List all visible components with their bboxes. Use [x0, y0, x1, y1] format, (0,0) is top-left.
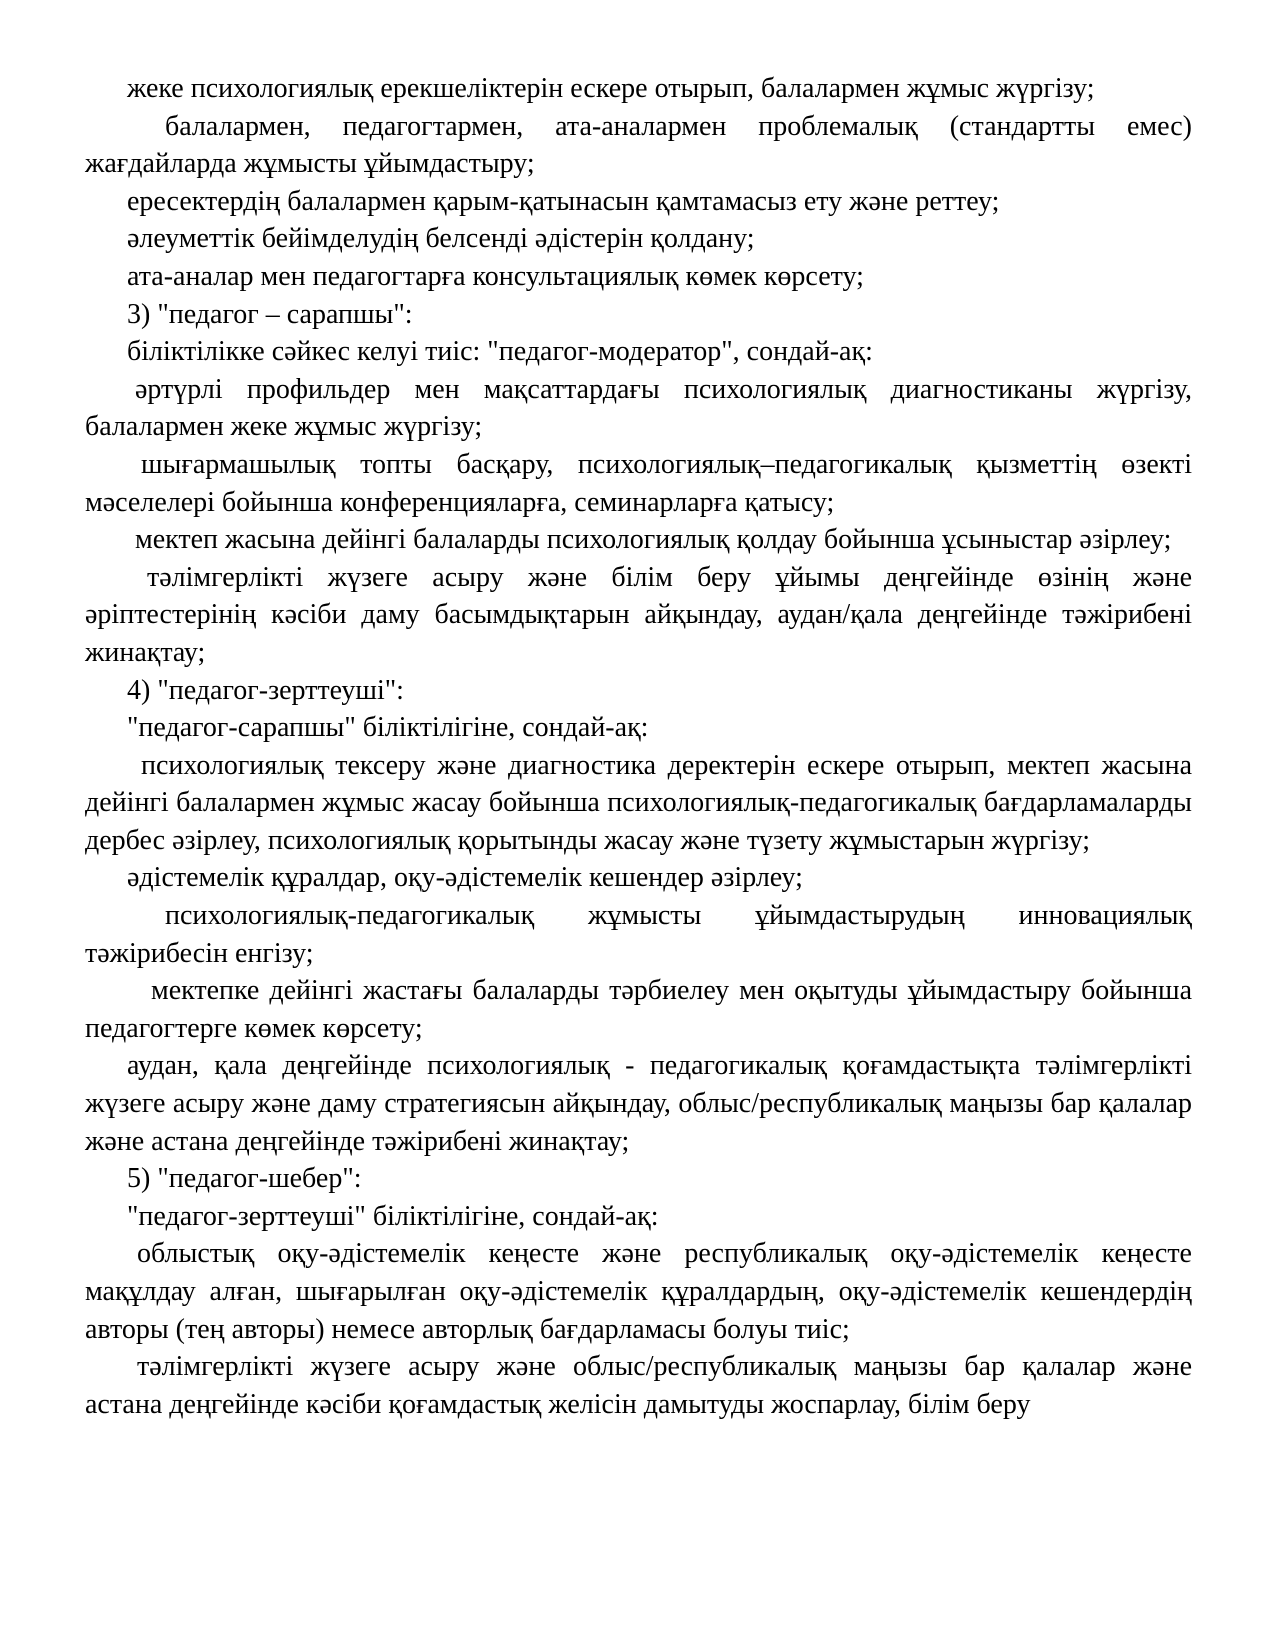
paragraph: 5) "педагог-шебер":: [127, 1163, 362, 1195]
paragraph: біліктілікке сәйкес келуі тиіс: "педагог-модератор", сондай-ақ:: [127, 336, 873, 368]
paragraph: ересектердің балалармен қарым-қатынасын қамтамасыз ету және реттеу;: [127, 185, 1000, 217]
paragraph: мектеп жасына дейінгі балаларды психологиялық қолдау бойынша ұсыныстар әзірлеу;: [135, 524, 1172, 556]
paragraph: аудан, қала деңгейінде психологиялық - педагогикалық қоғамдастықта тәлімгерлікті жүзеге асыру және даму стратегиясын айқындау, облыс/республикалық маңызы бар қалалар және астана деңгейінде тәжірибені жинақтау;: [85, 1050, 1192, 1157]
paragraph: жеке психологиялық ерекшеліктерін ескере отырып, балалармен жұмыс жүргізу;: [127, 73, 1095, 104]
paragraph: әлеуметтік бейімделудің белсенді әдістерін қолдану;: [127, 223, 755, 255]
paragraph: әдістемелік құралдар, оқу-әдістемелік кешендер әзірлеу;: [127, 862, 803, 894]
paragraph: 3) "педагог – сарапшы":: [127, 298, 413, 330]
paragraph: психологиялық-педагогикалық жұмысты ұйымдастырудың инновациялық тәжірибесін енгізу;: [85, 900, 1192, 969]
paragraph: әртүрлі профильдер мен мақсаттардағы психологиялық диагностиканы жүргізу, балалармен жеке жұмыс жүргізу;: [85, 373, 1192, 443]
paragraph: тәлімгерлікті жүзеге асыру және облыс/республикалық маңызы бар қалалар және астана деңгейінде кәсіби қоғамдастық желісін дамытуды жоспарлау, білім беру: [85, 1351, 1192, 1420]
paragraph: 4) "педагог-зерттеуші":: [127, 674, 404, 706]
paragraph: "педагог-зерттеуші" біліктілігіне, сондай-ақ:: [127, 1200, 659, 1232]
paragraph: облыстық оқу-әдістемелік кеңесте және республикалық оқу-әдістемелік кеңесте мақұлдау алған, шығарылған оқу-әдістемелік құралдардың, оқу-әдістемелік кешендердің авторы (тең авторы) немесе авторлық бағдарламасы болуы тиіс;: [85, 1238, 1192, 1345]
paragraph: ата-аналар мен педагогтарға консультациялық көмек көрсету;: [127, 260, 864, 292]
paragraph: "педагог-сарапшы" біліктілігіне, сондай-ақ:: [127, 712, 649, 744]
paragraph: тәлімгерлікті жүзеге асыру және білім беру ұйымы деңгейінде өзінің және әріптестерінің кәсіби даму басымдықтарын айқындау, аудан/қала деңгейінде тәжірибені жинақтау;: [85, 561, 1192, 668]
document-body-text: [85, 70, 1192, 1423]
paragraph: психологиялық тексеру және диагностика деректерін ескере отырып, мектеп жасына дейінгі балалармен жұмыс жасау бойынша психологиялық-педагогикалық бағдарламаларды дербес әзірлеу, психологиялық қорытынды жасау және түзету жұмыстарын жүргізу;: [85, 749, 1192, 856]
paragraph: мектепке дейінгі жастағы балаларды тәрбиелеу мен оқытуды ұйымдастыру бойынша педагогтерге көмек көрсету;: [85, 975, 1192, 1044]
paragraph: шығармашылық топты басқару, психологиялық–педагогикалық қызметтің өзекті мәселелері бойынша конференцияларға, семинарларға қатысу;: [85, 448, 1192, 518]
paragraph: балалармен, педагогтармен, ата-аналармен проблемалық (стандартты емес) жағдайларда жұмысты ұйымдастыру;: [85, 110, 1192, 180]
